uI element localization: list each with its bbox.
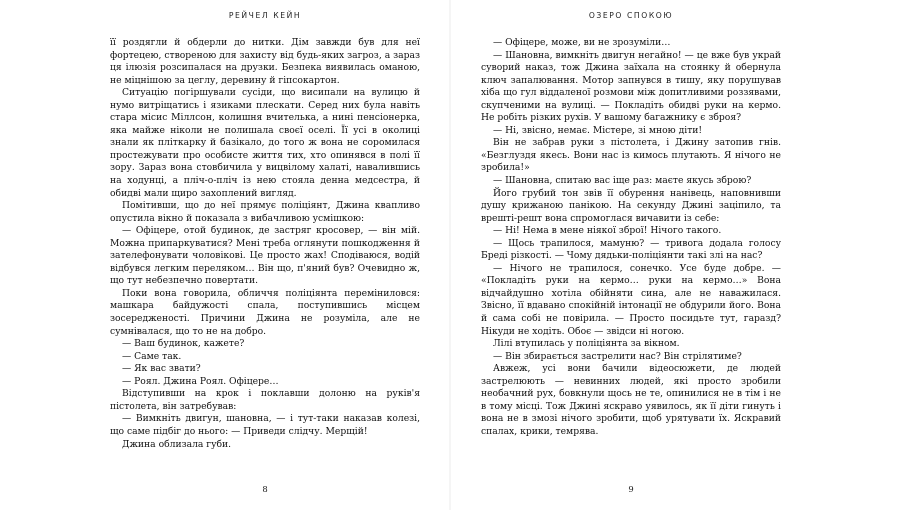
right-page	[481, 0, 781, 510]
paragraph: — Шановна, вимкніть двигун негайно! — це вже був украй суворий наказ, тож Джина заїхала на стоянку й обернула ключ запалювання. Мотор запнувся в тишу, яку порушував хіба що гул віддаленої розмови між допитливими роззявами, скупченими на вулиці. — Покладіть обидві руки на кермо. Не робіть різких рухів. У вашому багажнику є зброя?	[481, 49, 781, 124]
paragraph: — Офіцере, отой будинок, де застряг кросовер, — він мій. Можна припаркуватися? Мені треба оглянути пошкодження й зателефонувати чоловікові. Це просто жах! Сподіваюся, водій відбувся легким переляком… Він що, п'яний був? Очевидно ж, що тут небезпечно повертати.	[110, 225, 420, 287]
page-number: 8	[262, 484, 268, 494]
paragraph: її роздягли й обдерли до нитки. Дім завжди був для неї фортецею, створеною для захисту від будь-яких загроз, а зараз ця ілюзія розсипалася на друзки. Безпека виявилась оманою, не міцнішою за цеглу, деревину й гіпсокартон.	[110, 37, 420, 86]
left-page	[110, 0, 420, 510]
paragraph: — Він збирається застрелити нас? Він стрілятиме?	[493, 350, 742, 362]
paragraph: — Щось трапилося, мамуню? — тривога додала голосу Бреді різкості. — Чому дядьки-поліціянти такі злі на нас?	[481, 237, 781, 262]
running-head-author: РЕЙЧЕЛ КЕЙН	[228, 11, 302, 20]
left-page-body	[110, 37, 420, 451]
paragraph: Джина облизала губи.	[122, 438, 232, 450]
paragraph: Він не забрав руки з пістолета, і Джину затопив гнів. «Безглуздя якесь. Вони нас із кимось плутають. Я нічого не зробила!»	[481, 137, 781, 174]
paragraph: — Саме так.	[122, 350, 182, 362]
paragraph: Лілі втупилась у поліціянта за вікном.	[493, 338, 680, 350]
paragraph: — Нічого не трапилося, сонечко. Усе буде добре. — «Покладіть руки на кермо… руки на кермо…» Вона відчайдушно хотіла обійняти сина, але не наважилася. Звісно, її вдавано спокійній інтонації не обдурили його. Вона й сама собі не повірила. — Просто посидьте тут, гаразд? Нікуди не ходіть. Обоє — звідси ні ногою.	[481, 262, 781, 337]
paragraph: Поки вона говорила, обличчя поліціянта переміниловся: машкара байдужості спала, поступившись місцем зосередженості. Причини Джина не розуміла, але не сумнівалася, що то не на добро.	[110, 287, 420, 337]
right-page-body	[481, 37, 781, 439]
paragraph: Відступивши на крок і поклавши долоню на руків'я пістолета, він затребував:	[110, 388, 420, 412]
paragraph: Авжеж, усі вони бачили відеосюжети, де людей застрелюють — невинних людей, які просто зробили необачний рух, бовкнули щось не те, опинилися не в тім і не в тому місці. Тож Джині яскраво уявилось, як її діти гинуть і вона не в змозі нічого зробити, щоб урятувати їх. Яскравий спалах, крики, темрява.	[481, 363, 781, 437]
paragraph: — Шановна, спитаю вас іще раз: маєте якусь зброю?	[493, 175, 752, 187]
paragraph: — Ваш будинок, кажете?	[122, 338, 245, 350]
running-head-title: ОЗЕРО СПОКОЮ	[588, 11, 674, 20]
paragraph: — Роял. Джина Роял. Офіцере…	[122, 375, 279, 387]
paragraph: — Вимкніть двигун, шановна, — і тут-таки наказав колезі, що саме підбіг до нього: — Приведи слідчу. Мерщій!	[110, 413, 420, 437]
paragraph: — Як вас звати?	[122, 363, 201, 375]
gutter	[449, 0, 451, 510]
page-number: 9	[628, 484, 634, 494]
paragraph: Ситуацію погіршували сусіди, що висипали на вулицю й нумо витріщатись і язиками плескати. Серед них була навіть стара місис Міллсон, колишня вчителька, а нині пенсіонерка, яка майже ніколи не полишала своєї оселі. Її усі в околиці знали як пліткарку й базікало, до того ж вона не соромилася простежувати про особисте життя тих, хто опинявся в полі її зору. Зараз вона стовбичила у вицвілому халаті, навалившись на ходунці, а пліч-о-пліч із нею стояла денна медсестра, й обидві мали щиро захоплений вигляд.	[110, 87, 420, 199]
paragraph: Помітивши, що до неї прямує поліціянт, Джина квапливо опустила вікно й показала з вибачливою усмішкою:	[110, 200, 420, 224]
paragraph: — Ні, звісно, немає. Містере, зі мною діти!	[493, 124, 703, 136]
paragraph: Його грубий тон звів її обурення нанівець, наповнивши душу крижаною панікою. На секунду Джині заціпило, та врешті-решт вона спромоглася вичавити із себе:	[481, 187, 781, 224]
paragraph: — Ні! Нема в мене ніякої зброї! Нічого такого.	[493, 225, 722, 237]
paragraph: — Офіцере, може, ви не зрозуміли…	[493, 37, 671, 48]
